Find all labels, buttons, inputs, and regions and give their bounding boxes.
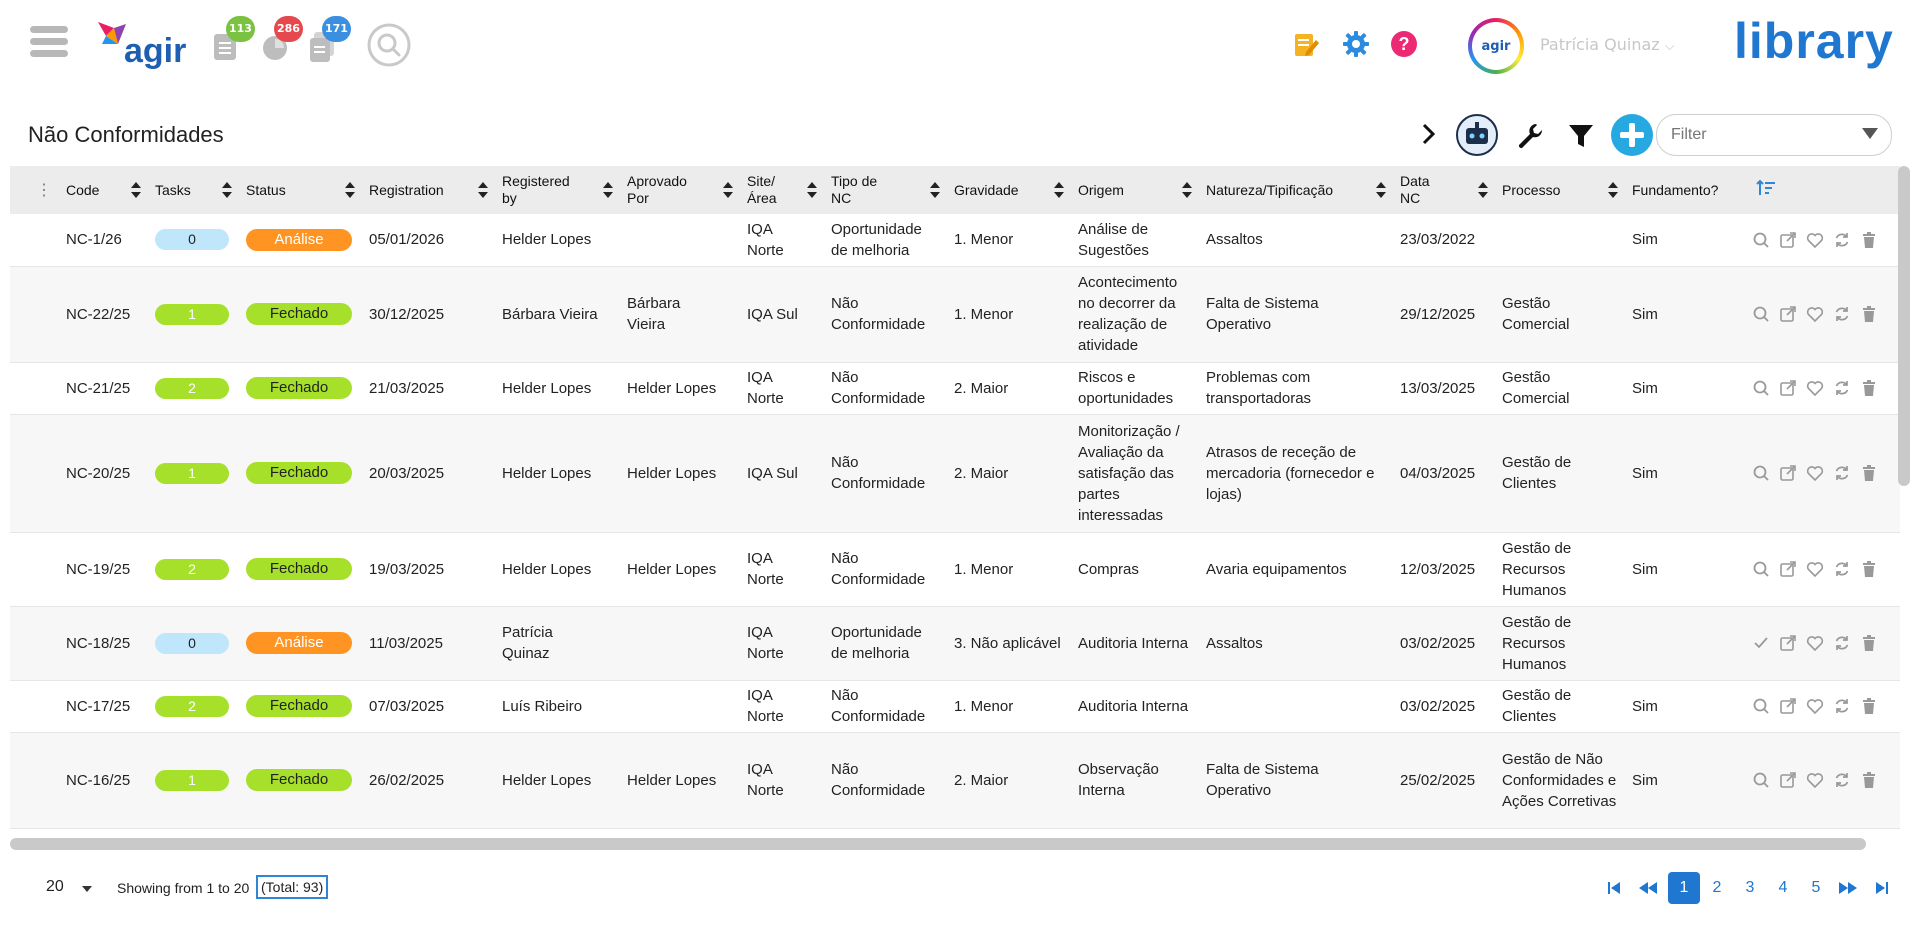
table-row[interactable] (10, 680, 1900, 732)
col-status[interactable]: Status (240, 166, 363, 214)
library-logo: library (1734, 13, 1894, 69)
sort-icon[interactable] (807, 182, 817, 198)
cell-gravidade: 1. Menor (954, 560, 1014, 578)
search-icon[interactable] (1752, 464, 1770, 482)
gear-icon[interactable] (1342, 30, 1370, 58)
filter-dropdown-icon[interactable] (1862, 128, 1878, 139)
col-processo[interactable]: Processo (1496, 166, 1626, 214)
sort-icon[interactable] (1182, 182, 1192, 198)
tasks-count-badge[interactable]: 1 (155, 463, 229, 484)
cell-processo: Gestão de Clientes (1502, 454, 1572, 492)
nc-table (10, 166, 1900, 838)
cell-registered-by: Helder Lopes (502, 771, 592, 789)
sort-icon[interactable] (1608, 182, 1618, 198)
cell-tipo: Oportunidade de melhoria (831, 220, 922, 259)
wrench-icon[interactable] (1516, 122, 1544, 154)
cell-site: IQA Norte (747, 550, 784, 588)
page-4-button[interactable]: 4 (1778, 879, 1788, 896)
cell-tipo: Não Conformidade (831, 295, 926, 333)
cell-tipo: Não Conformidade (831, 550, 926, 588)
trash-icon[interactable] (1860, 379, 1878, 397)
sort-icon[interactable] (478, 182, 488, 198)
cell-fundamento: Sim (1632, 305, 1658, 323)
cell-gravidade: 1. Menor (954, 697, 1014, 715)
cell-data-nc: 04/03/2025 (1400, 464, 1476, 482)
cell-data-nc: 12/03/2025 (1400, 560, 1476, 578)
table-row[interactable] (10, 606, 1900, 680)
trash-icon[interactable] (1860, 771, 1878, 789)
cell-code: NC-17/25 (66, 697, 131, 715)
search-icon[interactable] (1752, 305, 1770, 323)
cell-site: IQA Sul (747, 305, 798, 323)
open-external-icon[interactable] (1779, 379, 1797, 397)
cell-code: NC-18/25 (66, 634, 131, 652)
table-row[interactable] (10, 732, 1900, 828)
tasks-count-badge[interactable]: 2 (155, 696, 229, 717)
trash-icon[interactable] (1860, 560, 1878, 578)
cell-tipo: Oportunidade de melhoria (831, 624, 922, 662)
previous-page-icon[interactable] (1632, 872, 1664, 904)
total-count: (Total: 93) (256, 875, 328, 899)
documents-count-badge: 171 (322, 16, 351, 42)
cell-registration: 30/12/2025 (369, 305, 445, 323)
cell-origem: Monitorização / Avaliação da satisfação das partes interessadas (1078, 422, 1180, 524)
chevron-right-icon[interactable] (1418, 122, 1438, 150)
cell-site: IQA Sul (747, 464, 798, 482)
status-badge: Análise (246, 229, 352, 251)
open-external-icon[interactable] (1779, 305, 1797, 323)
refresh-icon[interactable] (1833, 697, 1851, 715)
cell-registration: 05/01/2026 (369, 231, 445, 249)
table-row[interactable] (10, 362, 1900, 414)
table-row[interactable] (10, 414, 1900, 532)
col-natureza[interactable]: Natureza/Tipificação (1200, 166, 1394, 214)
cell-gravidade: 2. Maior (954, 771, 1009, 789)
cell-aprovado-por: Helder Lopes (627, 771, 717, 789)
cell-gravidade: 1. Menor (954, 231, 1014, 249)
cell-processo: Gestão de Recursos Humanos (1502, 613, 1572, 673)
trash-icon[interactable] (1860, 305, 1878, 323)
col-data-nc[interactable]: Data NC (1394, 166, 1496, 214)
tasks-icon[interactable] (212, 22, 252, 64)
status-badge: Fechado (246, 695, 352, 717)
col-code[interactable]: Code (60, 166, 149, 214)
cell-data-nc: 25/02/2025 (1400, 771, 1476, 789)
cell-fundamento: Sim (1632, 379, 1658, 397)
sort-icon[interactable] (723, 182, 733, 198)
funnel-filter-icon[interactable] (1568, 124, 1594, 152)
cell-origem: Análise de Sugestões (1078, 220, 1149, 259)
cell-fundamento: Sim (1632, 464, 1658, 482)
search-icon[interactable] (1752, 697, 1770, 715)
open-external-icon[interactable] (1779, 771, 1797, 789)
col-registered-by[interactable]: Registered by (496, 166, 621, 214)
cell-registration: 11/03/2025 (369, 634, 443, 652)
first-page-icon[interactable] (1598, 872, 1630, 904)
open-external-icon[interactable] (1779, 697, 1797, 715)
cell-registered-by: Helder Lopes (502, 560, 592, 578)
sort-icon[interactable] (603, 182, 613, 198)
refresh-icon[interactable] (1833, 464, 1851, 482)
cell-gravidade: 3. Não aplicável (954, 634, 1061, 652)
status-badge: Fechado (246, 462, 352, 484)
refresh-icon[interactable] (1833, 771, 1851, 789)
vertical-scrollbar[interactable] (1898, 166, 1910, 486)
user-name: Patrícia Quinaz (1540, 35, 1660, 54)
cell-data-nc: 13/03/2025 (1400, 379, 1476, 397)
page-1-button[interactable]: 1 (1668, 872, 1700, 904)
sort-icon[interactable] (131, 182, 141, 198)
open-external-icon[interactable] (1779, 560, 1797, 578)
cell-registered-by: Luís Ribeiro (502, 697, 583, 715)
cell-natureza: Assaltos (1206, 634, 1263, 652)
cell-aprovado-por: Helder Lopes (627, 464, 717, 482)
sort-order-icon[interactable] (1746, 166, 1900, 214)
cell-aprovado-por: Bárbara Vieira (627, 295, 681, 333)
top-bar (0, 0, 1914, 90)
col-tasks[interactable]: Tasks (149, 166, 240, 214)
refresh-icon[interactable] (1833, 634, 1851, 652)
cell-site: IQA Norte (747, 369, 784, 407)
cell-tipo: Não Conformidade (831, 369, 926, 407)
cell-processo: Gestão de Clientes (1502, 687, 1572, 725)
refresh-icon[interactable] (1833, 305, 1851, 323)
add-button[interactable] (1610, 113, 1654, 161)
refresh-icon[interactable] (1833, 231, 1851, 249)
cell-site: IQA Norte (747, 220, 784, 259)
chevron-down-icon[interactable] (82, 886, 92, 892)
cell-gravidade: 2. Maior (954, 379, 1009, 397)
cell-origem: Observação Interna (1078, 761, 1159, 799)
filter-input[interactable] (1656, 114, 1892, 156)
timer-icon[interactable] (260, 22, 300, 64)
refresh-icon[interactable] (1833, 379, 1851, 397)
column-menu[interactable] (10, 166, 60, 214)
search-icon[interactable] (1752, 771, 1770, 789)
trash-icon[interactable] (1860, 231, 1878, 249)
trash-icon[interactable] (1860, 464, 1878, 482)
cell-fundamento: Sim (1632, 231, 1658, 249)
cell-site: IQA Norte (747, 687, 784, 725)
tasks-count-badge: 113 (226, 16, 255, 42)
showing-text: Showing from 1 to 20 (117, 880, 250, 896)
cell-code: NC-22/25 (66, 305, 131, 323)
table-row[interactable] (10, 266, 1900, 362)
cell-natureza: Assaltos (1206, 231, 1263, 249)
col-tipo-nc[interactable]: Tipo de NC (825, 166, 948, 214)
cell-data-nc: 23/03/2022 (1400, 231, 1476, 249)
page-5-button[interactable]: 5 (1811, 879, 1821, 896)
heart-icon[interactable] (1806, 305, 1824, 323)
cell-processo: Gestão Comercial (1502, 295, 1570, 333)
search-icon[interactable] (1752, 560, 1770, 578)
cell-code: NC-16/25 (66, 771, 131, 789)
cell-code: NC-21/25 (66, 379, 131, 397)
cell-data-nc: 29/12/2025 (1400, 305, 1476, 323)
status-badge: Fechado (246, 377, 352, 399)
robot-icon[interactable] (1456, 114, 1498, 160)
sort-icon[interactable] (930, 182, 940, 198)
open-external-icon[interactable] (1779, 464, 1797, 482)
next-page-icon[interactable] (1832, 872, 1864, 904)
cell-registration: 20/03/2025 (369, 464, 445, 482)
heart-icon[interactable] (1806, 231, 1824, 249)
heart-icon[interactable] (1806, 560, 1824, 578)
sort-icon[interactable] (1478, 182, 1488, 198)
cell-registration: 26/02/2025 (369, 771, 445, 789)
cell-origem: Auditoria Interna (1078, 697, 1189, 715)
help-icon[interactable] (1390, 30, 1418, 58)
cell-aprovado-por: Helder Lopes (627, 560, 717, 578)
cell-fundamento: Sim (1632, 697, 1658, 715)
sort-icon[interactable] (1054, 182, 1064, 198)
notes-icon[interactable] (1292, 30, 1320, 58)
pagination (0, 860, 1914, 920)
page-size-select[interactable]: 20 (46, 878, 64, 895)
heart-icon[interactable] (1806, 771, 1824, 789)
timer-count-badge: 286 (274, 16, 303, 42)
cell-fundamento: Sim (1632, 560, 1658, 578)
cell-data-nc: 03/02/2025 (1400, 697, 1476, 715)
cell-site: IQA Norte (747, 624, 784, 662)
cell-aprovado-por: Helder Lopes (627, 379, 717, 397)
tasks-count-badge[interactable]: 1 (155, 770, 229, 791)
kebab-icon[interactable]: ⋮ (36, 181, 52, 199)
cell-registered-by: Helder Lopes (502, 231, 592, 249)
sort-icon[interactable] (345, 182, 355, 198)
cell-origem: Riscos e oportunidades (1078, 369, 1174, 407)
cell-gravidade: 2. Maior (954, 464, 1009, 482)
search-icon[interactable] (1752, 231, 1770, 249)
col-gravidade[interactable]: Gravidade (948, 166, 1072, 214)
col-fundamento[interactable]: Fundamento? (1626, 166, 1746, 214)
col-registration[interactable]: Registration (363, 166, 496, 214)
svg-text:?: ? (1398, 34, 1410, 54)
cell-tipo: Não Conformidade (831, 687, 926, 725)
cell-registered-by: Helder Lopes (502, 379, 592, 397)
menu-icon[interactable] (30, 26, 68, 62)
col-site[interactable]: Site/ Área (741, 166, 825, 214)
user-menu[interactable] (1540, 35, 1675, 54)
status-badge: Fechado (246, 303, 352, 325)
table-row[interactable] (10, 214, 1900, 266)
open-external-icon[interactable] (1779, 231, 1797, 249)
tasks-count-badge[interactable]: 0 (155, 229, 229, 250)
page-title: Não Conformidades (28, 122, 224, 147)
cell-registered-by: Helder Lopes (502, 464, 592, 482)
cell-registered-by: Bárbara Vieira (502, 305, 598, 323)
col-aprovado-por[interactable]: Aprovado Por (621, 166, 741, 214)
cell-natureza: Problemas com transportadoras (1206, 369, 1312, 407)
col-origem[interactable]: Origem (1072, 166, 1200, 214)
trash-icon[interactable] (1860, 697, 1878, 715)
cell-tipo: Não Conformidade (831, 454, 926, 492)
refresh-icon[interactable] (1833, 560, 1851, 578)
cell-code: NC-20/25 (66, 464, 131, 482)
cell-natureza: Atrasos de receção de mercadoria (fornecedor e lojas) (1206, 443, 1375, 503)
cell-fundamento: Sim (1632, 771, 1658, 789)
svg-text:agir: agir (124, 32, 187, 70)
status-badge: Fechado (246, 558, 352, 580)
last-page-icon[interactable] (1866, 872, 1898, 904)
cell-gravidade: 1. Menor (954, 305, 1014, 323)
cell-site: IQA Norte (747, 761, 784, 799)
cell-processo: Gestão Comercial (1502, 369, 1570, 407)
cell-processo: Gestão de Recursos Humanos (1502, 539, 1572, 599)
tasks-count-badge[interactable]: 2 (155, 378, 229, 399)
page-2-button[interactable]: 2 (1712, 879, 1722, 896)
avatar[interactable]: agir (1468, 18, 1524, 74)
cell-natureza: Avaria equipamentos (1206, 560, 1347, 578)
cell-origem: Acontecimento no decorrer da realização de atividade (1078, 274, 1178, 354)
cell-processo: Gestão de Não Conformidades e Ações Corretivas (1502, 750, 1617, 810)
heart-icon[interactable] (1806, 464, 1824, 482)
cell-code: NC-19/25 (66, 560, 131, 578)
cell-data-nc: 03/02/2025 (1400, 634, 1476, 652)
agir-logo[interactable] (96, 18, 188, 72)
approve-check-icon[interactable] (1752, 634, 1770, 652)
cell-registration: 21/03/2025 (369, 379, 445, 397)
cell-origem: Compras (1078, 560, 1139, 578)
search-icon[interactable] (1752, 379, 1770, 397)
heart-icon[interactable] (1806, 634, 1824, 652)
cell-registration: 19/03/2025 (369, 560, 445, 578)
status-badge: Fechado (246, 769, 352, 791)
cell-code: NC-1/26 (66, 231, 122, 249)
tasks-count-badge[interactable]: 0 (155, 633, 229, 654)
sort-icon[interactable] (222, 182, 232, 198)
table-row[interactable] (10, 532, 1900, 606)
tasks-count-badge[interactable]: 2 (155, 559, 229, 580)
trash-icon[interactable] (1860, 634, 1878, 652)
cell-registration: 07/03/2025 (369, 697, 445, 715)
heart-icon[interactable] (1806, 697, 1824, 715)
heart-icon[interactable] (1806, 379, 1824, 397)
cell-tipo: Não Conformidade (831, 761, 926, 799)
cell-natureza: Falta de Sistema Operativo (1206, 761, 1319, 799)
cell-natureza: Falta de Sistema Operativo (1206, 295, 1319, 333)
sort-icon[interactable] (1376, 182, 1386, 198)
search-icon[interactable] (366, 22, 412, 68)
page-3-button[interactable]: 3 (1745, 879, 1755, 896)
horizontal-scrollbar[interactable] (10, 838, 1866, 850)
cell-origem: Auditoria Interna (1078, 634, 1189, 652)
table-header (10, 166, 1900, 214)
status-badge: Análise (246, 632, 352, 654)
documents-icon[interactable] (308, 22, 348, 64)
chevron-down-icon: ⌵ (1664, 39, 1675, 54)
tasks-count-badge[interactable]: 1 (155, 304, 229, 325)
open-external-icon[interactable] (1779, 634, 1797, 652)
cell-registered-by: Patrícia Quinaz (502, 624, 553, 662)
